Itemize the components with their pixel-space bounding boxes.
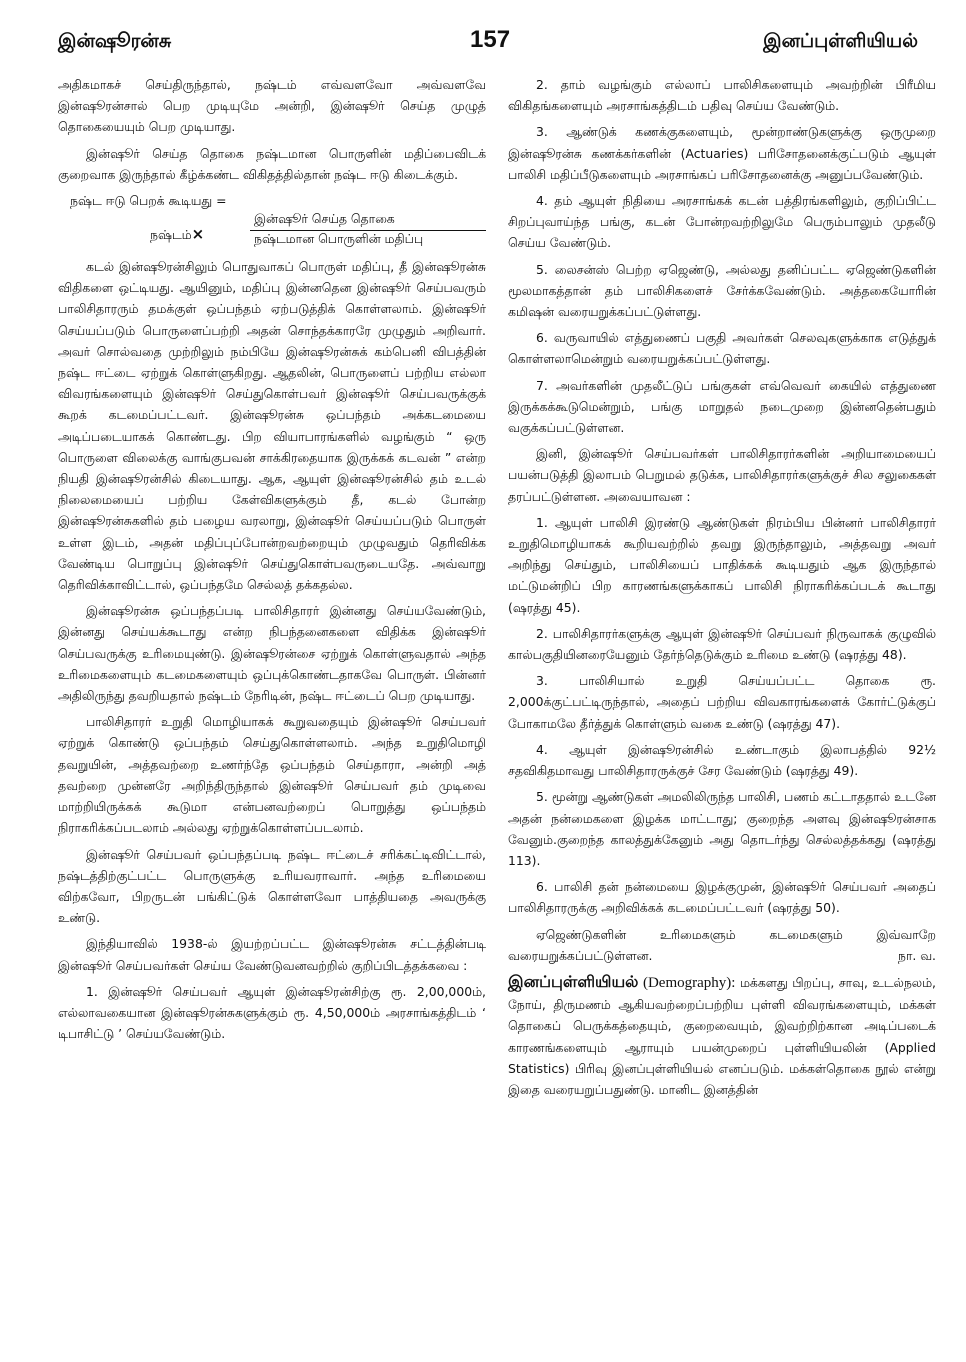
paragraph: இன்ஷூரன்சு ஒப்பந்தப்படி பாலிசிதாரர் இன்னது செய்யவேண்டும், இன்னது செய்யக்கூடாது என்ற நிபந்தனைகளை விதிக்க இன்ஷூர் செய்பவருக்கு உரிமையுண்டு. இன்ஷூரன்சை ஏற்றுக் கொள்ளுவதால் அந்த உரிமைகளையும் கடமைகளையும் ஒப்புக்கொண்டதாகவே பொருள். பின்னர் அதிலிருந்து தவறியதால் நஷ்டம் நேரிடின், நஷ்ட ஈட்டைப் பெற முடியாது. (58, 603, 486, 704)
paragraph: 3. ஆண்டுக் கணக்குகளையும், மூன்றாண்டுகளுக்கு ஒருமுறை இன்ஷூரன்சு கணக்கர்களின் (Actuaries) பரிசோதனைக்குட்படும் ஆயுள் பாலிசி மதிப்பீடுகளையும் அரசாங்கப் பரிசோதனைக்கு அனுப்பவேண்டும். (508, 124, 936, 182)
paragraph: 1. ஆயுள் பாலிசி இரண்டு ஆண்டுகள் நிரம்பிய பின்னர் பாலிசிதாரர் உறுதிமொழியாகக் கூறியவற்றில் தவறு இருந்தாலும், அத்தவறு அவர் அறிந்து செய்தும், பாலிசியைப் பாதிக்கக் கூடியதும் ஆக இருந்தால் மட்டுமன்றிப் பிற காரணங்களுக்காகப் பாலிசி நிராகரிக்கப்படக் கூடாது (ஷரத்து 45). (508, 514, 936, 615)
paragraph: 4. தம் ஆயுள் நிதியை அரசாங்கக் கடன் பத்திரங்களிலும், குறிப்பிட்ட சிறப்புவாய்ந்த பங்கு, கடன் போன்றவற்றிலுமே பெரும்பாலும் முதலீடு செய்ய வேண்டும். (508, 193, 936, 251)
topic-entry (508, 971, 936, 1100)
paragraph: இனி, இன்ஷூர் செய்பவர்கள் பாலிசிதாரர்களின் அறியாமையைப் பயன்படுத்தி இலாபம் பெறுமல் தடுக்க, பாலிசிதாரர்களுக்குச் சில சலுகைகள் தரப்பட்டுள்ளன. அவையாவன : (508, 446, 936, 504)
running-head-right: இனப்புள்ளியியல் (763, 30, 918, 52)
page-number: 157 (470, 26, 511, 53)
formula-denominator: நஷ்டமான பொருளின் மதிப்பு (254, 231, 424, 247)
paragraph: 6. வருவாயில் எத்துணைப் பகுதி அவர்கள் செலவுகளுக்காக எடுத்துக் கொள்ளலாமென்றும் வரையறுக்கப்பட்டுள்ளது. (508, 330, 936, 367)
topic-body: மக்களது பிறப்பு, சாவு, உடல்நலம், நோய், திருமணம் ஆகியவற்றைப்பற்றிய புள்ளி விவரங்களையும், மக்கள் தொகைப் பெருக்கத்தையும், குறைவையும், இவற்றிற்கான அடிப்படைக் காரணங்களையும் ஆராயும் பயன்முறைப் புள்ளியியலின் (Applied Statistics) பிரிவு இனப்புள்ளியியல் எனப்படும். மக்கள்தொகை நூல் என்று இதை வரையறுப்பதுண்டு. மானிட இனத்தின் (508, 974, 936, 1097)
paragraph: பாலிசிதாரர் உறுதி மொழியாகக் கூறுவதையும் இன்ஷூர் செய்பவர் ஏற்றுக் கொண்டு ஒப்பந்தம் செய்துகொள்ளலாம். அந்த உறுதிமொழி தவறுயின், அத்தவற்றை உணர்ந்தே ஒப்பந்தம் செய்தாரா, அன்றி அத் தவற்றை முன்னரே அறிந்திருந்தால் இன்ஷூர் செய்பவர் தம் முடிவை மாற்றியிருக்கக் கூடுமா என்பனவற்றைப் பொறுத்து ஒப்பந்தம் நிராகரிக்கப்படலாம் அல்லது ஏற்றுக்கொள்ளப்படலாம். (58, 714, 486, 836)
paragraph: 3. பாலிசியால் உறுதி செய்யப்பட்ட தொகை ரூ. 2,000க்குட்பட்டிருந்தால், அதைப் பற்றிய விவகாரங்களைக் கோர்ட்டுக்குப் போகாமலே தீர்த்துக் கொள்ளும் வகை உண்டு (ஷரத்து 47). (508, 673, 936, 731)
paragraph: கடல் இன்ஷூரன்சிலும் பொதுவாகப் பொருள் மதிப்பு, தீ இன்ஷூரன்சு விதிகளை ஒட்டியது. ஆயினும், மதிப்பு இன்னதென இன்ஷூர் செய்பவரும் பாலிசிதாரரும் தமக்குள் ஒப்பந்தம் ஏற்படுத்திக் கொள்ளலாம். இன்ஷூர் செய்யப்படும் பொருளைப்பற்றி அதன் சொந்தக்காரரே முழுதும் அறிவார். அவர் சொல்வதை முற்றிலும் நம்பியே இன்ஷூரன்சுக் கம்பெனி விபத்தின் நஷ்ட ஈட்டை ஏற்றுக் கொள்ளுகிறது. ஆதலின், பொருளைப் பற்றிய எல்லா விவரங்களையும் இன்ஷூர் செய்துகொள்பவர் இன்ஷூர் செய்பவருக்குக் கூறக் கடமைப்பட்டவர். இன்ஷூரன்சு ஒப்பந்தம் அக்கடமையை அடிப்படையாகக் கொண்டது. பிற வியாபாரங்களில் வழங்கும் “ ஒரு பொருளை விலைக்கு வாங்குபவன் சாக்கிரதையாக இருக்கக் கடவன் ” என்ற நியதி இன்ஷூரன்சில் கிடையாது. ஆக, ஆயுள் இன்ஷூரன்சில் தம் உடல் நிலைமையைப் பற்றிய கேள்விகளுக்கும் தீ, கடல் போன்ற இன்ஷூரன்சுகளில் தம் பழைய வரலாறு, இன்ஷூர் செய்யப்படும் பொருள் உள்ள இடம், அதன் மதிப்புப்போன்றவற்றையும் முழுவதும் தெரிவிக்க வேண்டிய பொறுப்பு இன்ஷூர் செய்துகொள்பவருடையதே. அவ்வாறு தெரிவிக்காவிட்டால், ஒப்பந்தமே செல்லத் தக்கதல்ல. (58, 259, 486, 593)
formula-label: நஷ்ட ஈடு பெறக் கூடியது = (70, 193, 227, 209)
paragraph: இன்ஷூர் செய்த தொகை நஷ்டமான பொருளின் மதிப்பைவிடக் குறைவாக இருந்தால் கீழ்க்கண்ட விகிதத்தில்தான் நஷ்ட ஈடு கிடைக்கும். (58, 145, 486, 182)
paragraph: 7. அவர்களின் முதலீட்டுப் பங்குகள் எவ்வெவர் கையில் எத்துணை இருக்கக்கூடுமென்றும், பங்கு மாறுதல் நடைமுறை இன்னதென்பதும் வகுக்கப்பட்டுள்ளன. (508, 377, 936, 436)
author-initials: நா. வ. (897, 947, 936, 963)
formula-loss: நஷ்டம் (150, 227, 192, 243)
formula-loss-term (150, 224, 204, 245)
paragraph: 5. மூன்று ஆண்டுகள் அமலிலிருந்த பாலிசி, பணம் கட்டாததால் உடனே அதன் நன்மைகளை இழக்க மாட்டாது; குறைந்த அளவு இன்ஷூரன்சாக வேனும்.குறைந்த காலத்துக்கேனும் அது தொடர்ந்து செல்லத்தக்கது (ஷரத்து 113). (508, 789, 936, 868)
running-head-left: இன்ஷூரன்சு (58, 30, 172, 52)
formula-numerator: இன்ஷூர் செய்த தொகை (254, 211, 395, 227)
paragraph-text: ஏஜெண்டுகளின் உரிமைகளும் கடமைகளும் இவ்வாறே வரையறுக்கப்பட்டுள்ளன. (508, 926, 936, 963)
left-column (58, 74, 486, 1049)
paragraph: 2. பாலிசிதாரர்களுக்கு ஆயுள் இன்ஷூர் செய்பவர் நிருவாகக் குழுவில் கால்பகுதியினரையேனும் தேர்ந்தெடுக்கும் உரிமை உண்டு (ஷரத்து 48). (508, 625, 936, 663)
paragraph: அதிகமாகச் செய்திருந்தால், நஷ்டம் எவ்வளவோ அவ்வளவே இன்ஷூரன்சால் பெற முடியுமே அன்றி, இன்ஷூர் செய்த முழுத் தொகையையும் பெற முடியாது. (58, 77, 486, 135)
compensation-formula (58, 190, 486, 252)
right-column (508, 74, 936, 1105)
topic-english-term: (Demography): (642, 974, 736, 991)
paragraph: 6. பாலிசி தன் நன்மையை இழக்குமுன், இன்ஷூர் செய்பவர் அதைப் பாலிசிதாரருக்கு அறிவிக்கக் கடமைப்பட்டவர் (ஷரத்து 50). (508, 879, 936, 916)
multiply-sign: × (191, 225, 205, 244)
paragraph: 5. லைசன்ஸ் பெற்ற ஏஜெண்டு, அல்லது தனிப்பட்ட ஏஜெண்டுகளின் மூலமாகத்தான் தம் பாலிசிகளைச் சேர்க்கவேண்டும். அத்தகையோரின் கமிஷன் வரையறுக்கப்பட்டுள்ளது. (508, 261, 936, 320)
paragraph: 2. தாம் வழங்கும் எல்லாப் பாலிசிகளையும் அவற்றின் பிரீமிய விகிதங்களையும் அரசாங்கத்திடம் பதிவு செய்ய வேண்டும். (508, 77, 936, 114)
page-header (58, 26, 936, 66)
paragraph: இந்தியாவில் 1938-ல் இயற்றப்பட்ட இன்ஷூரன்சு சட்டத்தின்படி இன்ஷூர் செய்பவர்கள் செய்ய வேண்டுவனவற்றில் குறிப்பிடத்தக்கவை : (58, 936, 486, 973)
paragraph: 4. ஆயுள் இன்ஷூரன்சில் உண்டாகும் இலாபத்தில் 92½ சதவிகிதமாவது பாலிசிதாரருக்குச் சேர வேண்டும் (ஷரத்து 49). (508, 741, 936, 779)
paragraph: இன்ஷூர் செய்பவர் ஒப்பந்தப்படி நஷ்ட ஈட்டைச் சரிக்கட்டிவிட்டால், நஷ்டத்திற்குட்பட்ட பொருளுக்கு உரியவராவார். அந்த உரிமையை விற்கவோ, பிறருடன் பங்கிட்டுக் கொள்ளவோ பாத்தியதை அவருக்கு உண்டு. (58, 846, 486, 926)
topic-title: இனப்புள்ளியியல் (508, 971, 639, 991)
paragraph: 1. இன்ஷூர் செய்பவர் ஆயுள் இன்ஷூரன்சிற்கு ரூ. 2,00,000ம், எல்லாவகையான இன்ஷூரன்சுகளுக்கும் ரூ. 4,50,000ம் அரசாங்கத்திடம் ‘ டிபாசிட்டு ’ செய்யவேண்டும். (58, 983, 486, 1042)
paragraph-with-signature (508, 924, 936, 966)
